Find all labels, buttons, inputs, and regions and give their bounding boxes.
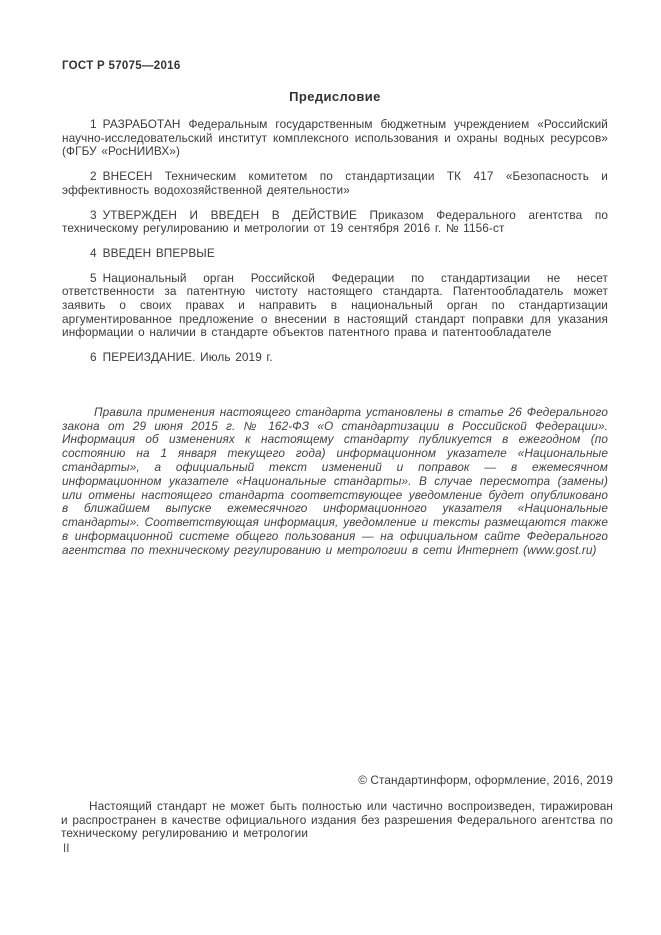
clause-6-text: ПЕРЕИЗДАНИЕ. Июль 2019 г. — [102, 350, 273, 365]
clause-3-text: УТВЕРЖДЕН И ВВЕДЕН В ДЕЙСТВИЕ Приказом Федерального агентства по техническому регулированию и метрологии от 19 сентября 2016 г. № 1156-ст — [62, 207, 608, 236]
clause-1 — [62, 118, 608, 159]
clause-4-number: 4 — [90, 245, 97, 260]
doc-code: ГОСТ Р 57075—2016 — [62, 60, 181, 72]
page-title: Предисловие — [289, 89, 381, 104]
clause-1-text: РАЗРАБОТАН Федеральным государственным бюджетным учреждением «Российский научно-исследовательский институт комплексного использования и охраны водных ресурсов» (ФГБУ «РосНИИВХ») — [62, 117, 608, 159]
copyright-line: © Стандартинформ, оформление, 2016, 2019 — [358, 773, 613, 787]
clause-3 — [62, 209, 608, 236]
clause-3-number: 3 — [90, 207, 97, 222]
clause-2 — [62, 170, 608, 197]
clause-2-text: ВНЕСЕН Техническим комитетом по стандартизации ТК 417 «Безопасность и эффективность водохозяйственной деятельности» — [62, 169, 608, 197]
reproduction-restriction-note: Настоящий стандарт не может быть полностью или частично воспроизведен, тиражирован и распространен в качестве официального издания без разрешения Федерального агентства по техническому регулированию и метрологии — [61, 799, 613, 841]
legal-application-note: Правила применения настоящего стандарта установлены в статье 26 Федерального закона от 29 июня 2015 г. № 162-ФЗ «О стандартизации в Российской Федерации». Информация об изменениях к настоящему стандарту публикуется в ежегодном (по состоянию на 1 января текущего года) информационном указателе «Национальные стандарты», а официальный текст изменений и поправок — в ежемесячном информационном указателе «Национальные стандарты». В случае пересмотра (замены) или отмены настоящего стандарта соответствующее уведомление будет опубликовано в ближайшем выпуске ежемесячного информационного указателя «Национальные стандарты». Соответствующая информация, уведомление и тексты размещаются также в информационной системе общего пользования — на официальном сайте Федерального агентства по техническому регулированию и метрологии в сети Интернет (www.gost.ru) — [62, 404, 608, 557]
clause-5 — [62, 272, 608, 341]
clause-5-text: Национальный орган Российской Федерации по стандартизации не несет ответственности за патентную чистоту настоящего стандарта. Патентообладатель может заявить о своих правах и направить в национальный орган по стандартизации аргументированное предложение о внесении в настоящий стандарт поправки для указания информации о наличии в стандарте объектов патентного права и патентообладателе — [62, 270, 608, 340]
preface-content — [62, 89, 608, 558]
clause-2-number: 2 — [90, 169, 97, 184]
clause-5-number: 5 — [90, 270, 97, 285]
clause-4 — [62, 247, 608, 261]
page-number: II — [63, 843, 70, 855]
clause-1-number: 1 — [90, 117, 97, 131]
clause-6-number: 6 — [90, 350, 97, 365]
clause-6 — [62, 351, 608, 365]
clause-4-text: ВВЕДЕН ВПЕРВЫЕ — [102, 245, 215, 260]
